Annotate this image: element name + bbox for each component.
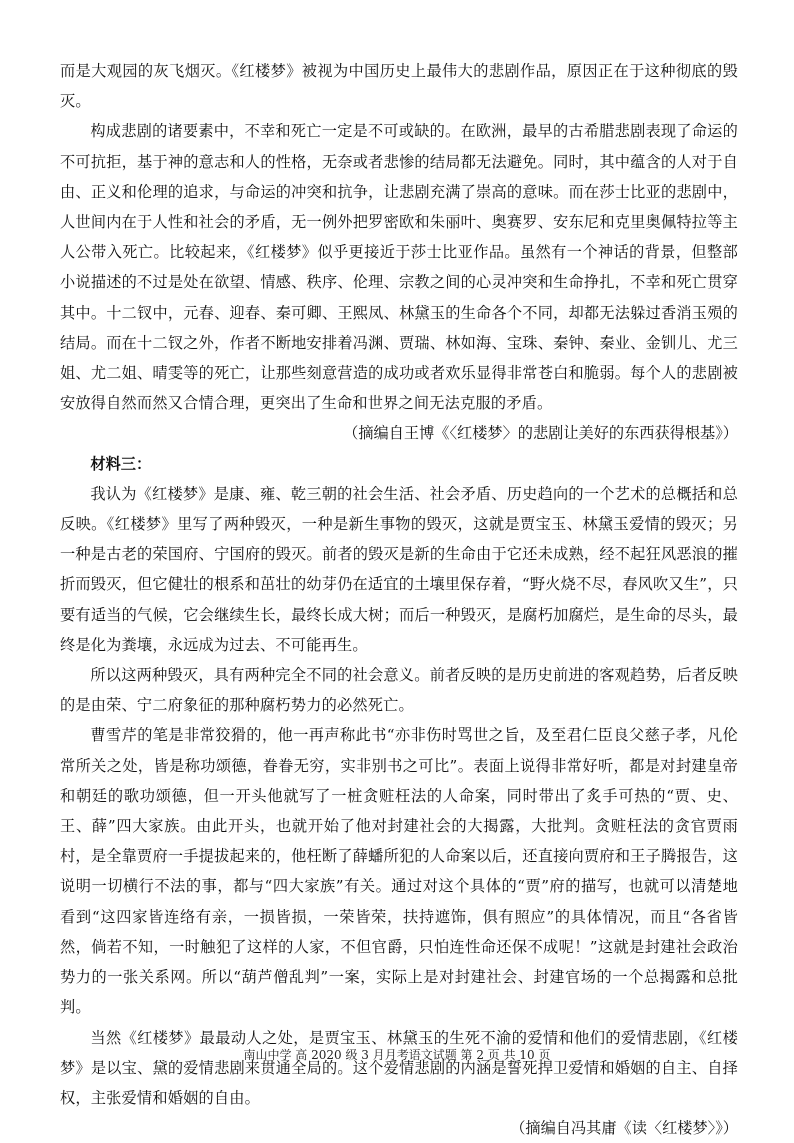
paragraph-two-destructions: 我认为《红楼梦》是康、雍、乾三朝的社会生活、社会矛盾、历史趋向的一个艺术的总概括和总反映。《红楼梦》里写了两种毁灭，一种是新生事物的毁灭，这就是贾宝玉、林黛玉爱情的毁灭；另一种是古老的荣国府、宁国府的毁灭。前者的毁灭是新的生命由于它还未成熟，经不起狂风恶浪的摧折而毁灭，但它健壮的根系和茁壮的幼芽仍在适宜的土壤里保存着，“野火烧不尽，春风吹又生”，只要有适当的气候，它会继续生长，最终长成大树；而后一种毁灭，是腐朽加腐烂，是生命的尽头，最终是化为粪壤，永远成为过去、不可能再生。 (60, 484, 738, 654)
document-body (60, 56, 738, 1143)
paragraph-continuation: 而是大观园的灰飞烟灭。《红楼梦》被视为中国历史上最伟大的悲剧作品，原因正在于这种彻底的毁灭。 (60, 62, 738, 111)
source-citation-wang-bo: （摘编自王博《〈红楼梦〉的悲剧让美好的东西获得根基》） (343, 424, 738, 443)
paragraph-tragedy-elements: 构成悲剧的诸要素中，不幸和死亡一定是不可或缺的。在欧洲，最早的古希腊悲剧表现了命运的不可抗拒，基于神的意志和人的性格，无奈或者悲惨的结局都无法避免。同时，其中蕴含的人对于自由、正义和伦理的追求，与命运的冲突和抗争，让悲剧充满了崇高的意味。而在莎士比亚的悲剧中，人世间内在于人性和社会的矛盾，无一例外把罗密欧和朱丽叶、奥赛罗、安东尼和克里奥佩特拉等主人公带入死亡。比较起来，《红楼梦》似乎更接近于莎士比亚作品。虽然有一个神话的背景，但整部小说描述的不过是处在欲望、情感、秩序、伦理、宗教之间的心灵冲突和生命挣扎，不幸和死亡贯穿其中。十二钗中，元春、迎春、秦可卿、王熙凤、林黛玉的生命各个不同，却都无法躲过香消玉殒的结局。而在十二钗之外，作者不断地安排着冯渊、贾瑞、林如海、宝珠、秦钟、秦业、金钏儿、尤三姐、尤二姐、晴雯等的死亡，让那些刻意营造的成功或者欢乐显得非常苍白和脆弱。每个人的悲剧被安放得自然而然又合情合理，更突出了生命和世界之间无法克服的矛盾。 (60, 122, 738, 413)
paragraph-love-tragedy: 当然《红楼梦》最最动人之处，是贾宝玉、林黛玉的生死不渝的爱情和他们的爱情悲剧，《红楼梦》是以宝、黛的爱情悲剧来贯通全局的。这个爱情悲剧的内涵是誓死捍卫爱情和婚姻的自主、自择权，主张爱情和婚姻的自由。 (60, 1028, 738, 1107)
source-citation-feng-qiyong: （摘编自冯其庸《读〈红楼梦〉》） (510, 1119, 738, 1138)
page-footer: 南山中学 高 2020 级 3 月月考语文试题 第 2 页 共 10 页 (243, 1048, 551, 1062)
paragraph-cao-xueqin: 曹雪芹的笔是非常狡猾的，他一再声称此书“亦非伤时骂世之旨，及至君仁臣良父慈子孝，凡伦常所关之处，皆是称功颂德，眷眷无穷，实非别书之可比”。表面上说得非常好听，都是对封建皇帝和朝廷的歌功颂德，但一开头他就写了一桩贪赃枉法的人命案，同时带出了炙手可热的“贾、史、王、薛”四大家族。由此开头，也就开始了他对封建社会的大揭露，大批判。贪赃枉法的贪官贾雨村，是全靠贾府一手提拔起来的，他枉断了薛蟠所犯的人命案以后，还直接向贾府和王子腾报告，这说明一切横行不法的事，都与“四大家族”有关。通过对这个具体的“贾”府的描写，也就可以清楚地看到“这四家皆连络有亲，一损皆损，一荣皆荣，扶持遮饰，俱有照应”的具体情况，而且“各省皆然，倘若不知，一时触犯了这样的人家，不但官爵，只怕连性命还保不成呢！”这就是封建社会政治势力的一张关系网。所以“葫芦僧乱判”一案，实际上是对封建社会、封建官场的一个总揭露和总批判。 (60, 726, 738, 1017)
paragraph-social-meaning: 所以这两种毁灭，具有两种完全不同的社会意义。前者反映的是历史前进的客观趋势，后者反映的是由荣、宁二府象征的那种腐朽势力的必然死亡。 (60, 666, 738, 715)
material-three-heading: 材料三： (90, 454, 152, 473)
